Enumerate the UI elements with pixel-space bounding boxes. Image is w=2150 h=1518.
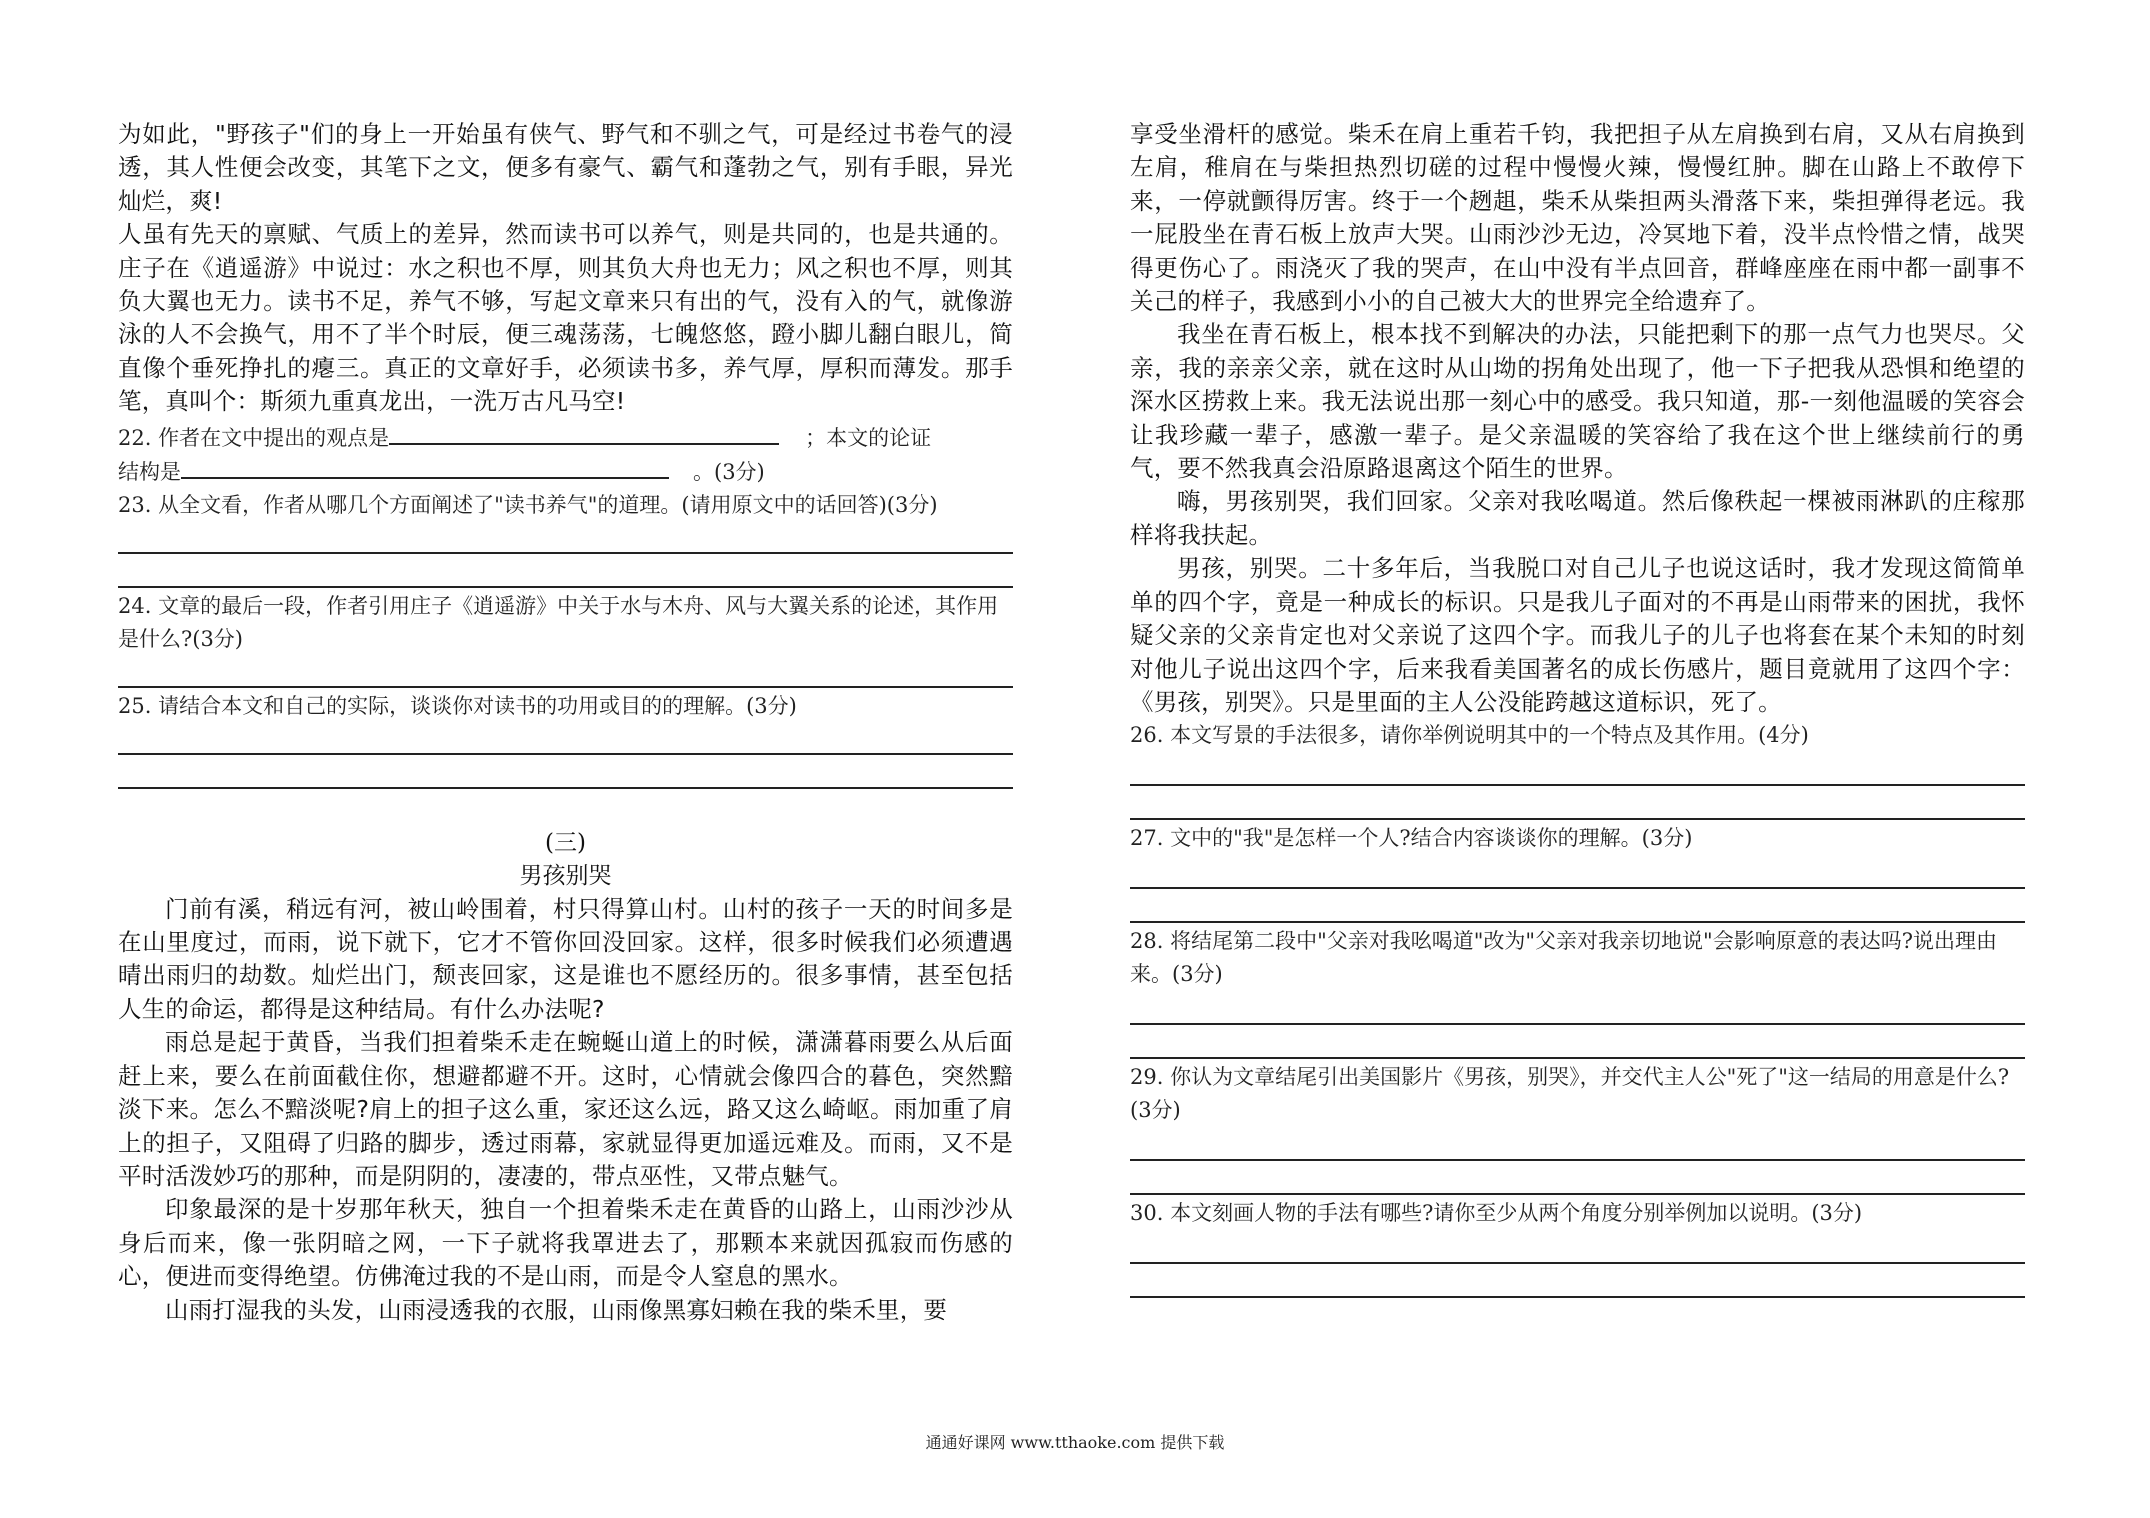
footer-credit: 通通好课网 www.tthaoke.com 提供下载 bbox=[925, 1433, 1225, 1452]
article-title: 男孩别哭 bbox=[519, 862, 612, 889]
question-text: ；本文的论证 bbox=[805, 425, 932, 450]
answer-line[interactable] bbox=[118, 686, 1013, 688]
right-column bbox=[1130, 118, 2025, 1298]
question-28: 28. 将结尾第二段中"父亲对我吆喝道"改为"父亲对我亲切地说"会影响原意的表达吗?说出理由来。(3分) bbox=[1130, 929, 1997, 987]
answer-blank[interactable] bbox=[181, 455, 669, 479]
answer-line[interactable] bbox=[118, 586, 1013, 588]
question-text: 22. 作者在文中提出的观点是 bbox=[118, 425, 390, 450]
question-26: 26. 本文写景的手法很多，请你举例说明其中的一个特点及其作用。(4分) bbox=[1130, 723, 1809, 748]
question-30: 30. 本文刻画人物的手法有哪些?请你至少从两个角度分别举例加以说明。(3分) bbox=[1130, 1201, 1863, 1226]
paragraph: 我坐在青石板上，根本找不到解决的办法，只能把剩下的那一点气力也哭尽。父亲，我的亲亲父亲，就在这时从山坳的拐角处出现了，他一下子把我从恐惧和绝望的深水区捞救上来。我无法说出那一刻心中的感受。我只知道，那-一刻他温暖的笑容会让我珍藏一辈子，感激一辈子。是父亲温暖的笑容给了我在这个世上继续前行的勇气，要不然我真会沿原路退离这个陌生的世界。 bbox=[1130, 320, 2025, 483]
paragraph: 男孩，别哭。二十多年后，当我脱口对自己儿子也说这话时，我才发现这简简单单的四个字，竟是一种成长的标识。只是我儿子面对的不再是山雨带来的困扰，我怀疑父亲的父亲肯定也对父亲说了这四个字。而我儿子的儿子也将套在某个未知的时刻对他儿子说出这四个字，后来我看美国著名的成长伤感片，题目竟就用了这四个字：《男孩，别哭》。只是里面的主人公没能跨越这道标识，死了。 bbox=[1130, 554, 2025, 716]
answer-line[interactable] bbox=[118, 552, 1013, 554]
question-27: 27. 文中的"我"是怎样一个人?结合内容谈谈你的理解。(3分) bbox=[1130, 826, 1693, 851]
paragraph: 山雨打湿我的头发，山雨浸透我的衣服，山雨像黑寡妇赖在我的柴禾里，要 bbox=[165, 1295, 948, 1324]
answer-line[interactable] bbox=[1130, 1296, 2025, 1298]
question-29: 29. 你认为文章结尾引出美国影片《男孩，别哭》，并交代主人公"死了"这一结局的用意是什么?(3分) bbox=[1130, 1065, 2010, 1123]
paragraph: 享受坐滑杆的感觉。柴禾在肩上重若千钧，我把担子从左肩换到右肩，又从右肩换到左肩，稚肩在与柴担热烈切磋的过程中慢慢火辣，慢慢红肿。脚在山路上不敢停下来，一停就颤得厉害。终于一个趔趄，柴禾从柴担两头滑落下来，柴担弹得老远。我一屁股坐在青石板上放声大哭。山雨沙沙无边，冷冥地下着，没半点怜惜之情，战哭得更伤心了。雨浇灭了我的哭声，在山中没有半点回音，群峰座座在雨中都一副事不关己的样子，我感到小小的自己被大大的世界完全给遗弃了。 bbox=[1130, 120, 2025, 316]
section-number: (三) bbox=[545, 829, 586, 856]
answer-line[interactable] bbox=[1130, 1193, 2025, 1195]
left-column bbox=[118, 118, 1013, 1327]
paragraph: 嗨，男孩别哭，我们回家。父亲对我吆喝道。然后像秩起一棵被雨淋趴的庄稼那样将我扶起。 bbox=[1130, 487, 2025, 549]
answer-line[interactable] bbox=[1130, 921, 2025, 923]
question-24: 24. 文章的最后一段，作者引用庄子《逍遥游》中关于水与木舟、风与大翼关系的论述，其作用是什么?(3分) bbox=[118, 593, 999, 651]
paragraph: 为如此，"野孩子"们的身上一开始虽有侠气、野气和不驯之气，可是经过书卷气的浸透，其人性便会改变，其笔下之文，便多有豪气、霸气和蓬勃之气，别有手眼，异光灿烂，爽! bbox=[118, 120, 1013, 215]
paragraph: 人虽有先天的禀赋、气质上的差异，然而读书可以养气，则是共同的，也是共通的。庄子在《逍遥游》中说过：水之积也不厚，则其负大舟也无力；风之积也不厚，则其负大翼也无力。读书不足，养气不够，写起文章来只有出的气，没有入的气，就像游泳的人不会换气，用不了半个时辰，便三魂荡荡，七魄悠悠，蹬小脚儿翻白眼儿，简直像个垂死挣扎的瘪三。真正的文章好手，必须读书多，养气厚，厚积而薄发。那手笔，真叫个：斯须九重真龙出，一洗万古凡马空! bbox=[118, 220, 1013, 416]
answer-line[interactable] bbox=[118, 787, 1013, 789]
answer-line[interactable] bbox=[1130, 784, 2025, 786]
question-22 bbox=[118, 421, 1013, 489]
answer-blank[interactable] bbox=[389, 421, 779, 445]
answer-line[interactable] bbox=[1130, 1023, 2025, 1025]
question-23: 23. 从全文看，作者从哪几个方面阐述了"读书养气"的道理。(请用原文中的话回答)(3分) bbox=[118, 492, 938, 517]
question-25: 25. 请结合本文和自己的实际，谈谈你对读书的功用或目的的理解。(3分) bbox=[118, 693, 797, 718]
question-text: 。(3分) bbox=[693, 459, 765, 484]
answer-line[interactable] bbox=[1130, 887, 2025, 889]
paragraph: 雨总是起于黄昏，当我们担着柴禾走在蜿蜒山道上的时候，潇潇暮雨要么从后面赶上来，要么在前面截住你，想避都避不开。这时，心情就会像四合的暮色，突然黯淡下来。怎么不黯淡呢?肩上的担子这么重，家还这么远，路又这么崎岖。雨加重了肩上的担子，又阻碍了归路的脚步，透过雨幕，家就显得更加遥远难及。而雨，又不是平时活泼妙巧的那种，而是阴阴的，凄凄的，带点巫性，又带点魅气。 bbox=[118, 1028, 1013, 1190]
answer-line[interactable] bbox=[1130, 1159, 2025, 1161]
answer-line[interactable] bbox=[1130, 1057, 2025, 1059]
answer-line[interactable] bbox=[1130, 1262, 2025, 1264]
paragraph: 门前有溪，稍远有河，被山岭围着，村只得算山村。山村的孩子一天的时间多是在山里度过，而雨，说下就下，它才不管你回没回家。这样，很多时候我们必须遭遇晴出雨归的劫数。灿烂出门，颓丧回家，这是谁也不愿经历的。很多事情，甚至包括人生的命运，都得是这种结局。有什么办法呢? bbox=[118, 894, 1013, 1023]
answer-line[interactable] bbox=[1130, 818, 2025, 820]
question-text: 结构是 bbox=[118, 459, 181, 484]
paragraph: 印象最深的是十岁那年秋天，独自一个担着柴禾走在黄昏的山路上，山雨沙沙从身后而来，像一张阴暗之网，一下子就将我罩进去了，那颗本来就因孤寂而伤感的心，便进而变得绝望。仿佛淹过我的不是山雨，而是令人窒息的黑水。 bbox=[118, 1195, 1013, 1291]
answer-line[interactable] bbox=[118, 753, 1013, 755]
